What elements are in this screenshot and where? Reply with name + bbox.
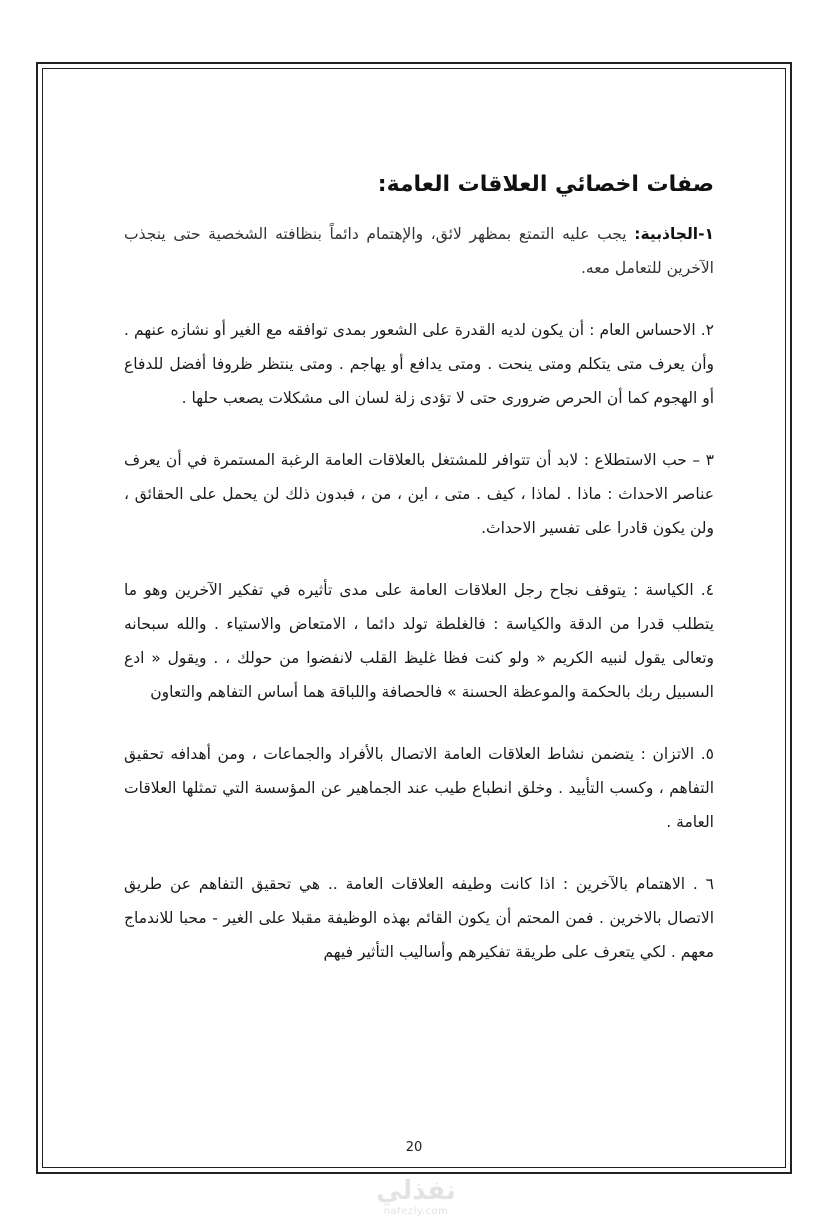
page-number: 20 xyxy=(405,1140,423,1155)
watermark-logo: نفذلي xyxy=(376,1176,456,1206)
paragraph-lead: ١-الجاذبية: xyxy=(634,224,714,243)
watermark-url: nafezly.com xyxy=(383,1206,449,1217)
paragraph-balance: ٥. الاتزان : يتضمن نشاط العلاقات العامة الاتصال بالأفراد والجماعات ، ومن أهدافه تحقيق التفاهم ، وكسب التأييد . وخلق انطباع طيب عند الجماهير عن المؤسسة التي تمثلها العلاقات العامة . xyxy=(124,744,714,831)
document-title: صفات اخصائي العلاقات العامة: xyxy=(377,172,714,197)
document-body xyxy=(124,170,714,997)
paragraph-attractiveness xyxy=(124,217,714,285)
paragraph-curiosity: ٣ – حب الاستطلاع : لابد أن تتوافر للمشتغل بالعلاقات العامة الرغبة المستمرة في أن يعرف عناصر الاحداث : ماذا . لماذا ، كيف . متى ، اين ، من ، فبدون ذلك لن يحمل على الحقائق ، ولن يكون قادرا على تفسير الاحداث. xyxy=(124,450,714,537)
paragraph-interest-in-others: ٦ . الاهتمام بالآخرين : اذا كانت وطيفه العلاقات العامة .. هي تحقيق التفاهم عن طريق الاتصال بالاخرين . فمن المحتم أن يكون القائم بهذه الوظيفة مقبلا على الغير - محبا للاندماج معهم . لكي يتعرف على طريقة تفكيرهم وأساليب التأثير فيهم xyxy=(124,874,714,961)
paragraph-tact: ٤. الكياسة : يتوقف نجاح رجل العلاقات العامة على مدى تأثيره في تفكير الآخرين وهو ما يتطلب قدرا من الدقة والكياسة : فالغلطة تولد دائما ، الامتعاض والاستياء . والله سبحانه وتعالى يقول لنبيه الكريم « ولو كنت فظا غليظ القلب لانفضوا من حولك ، . ويقول « ادع الىسبيل ربك بالحكمة والموعظة الحسنة » فالحصافة واللباقة هما أساس التفاهم والتعاون xyxy=(124,580,714,701)
paragraph-general-sense: ٢. الاحساس العام : أن يكون لديه القدرة على الشعور بمدى توافقه مع الغير أو نشازه عنهم . وأن يعرف متى يتكلم ومتى ينحت . ومتى يدافع أو يهاجم . ومتى ينتظر ظروفا أفضل للدفاع أو الهجوم كما أن الحرص ضرورى حتى لا تؤدى زلة لسان الى مشكلات يصعب حلها . xyxy=(124,320,714,407)
watermark xyxy=(356,1176,476,1218)
paragraph-text: يجب عليه التمتع بمظهر لائق، والإهتمام دائماً بنظافته الشخصية حتى ينجذب الآخرين للتعامل معه. xyxy=(124,224,714,277)
